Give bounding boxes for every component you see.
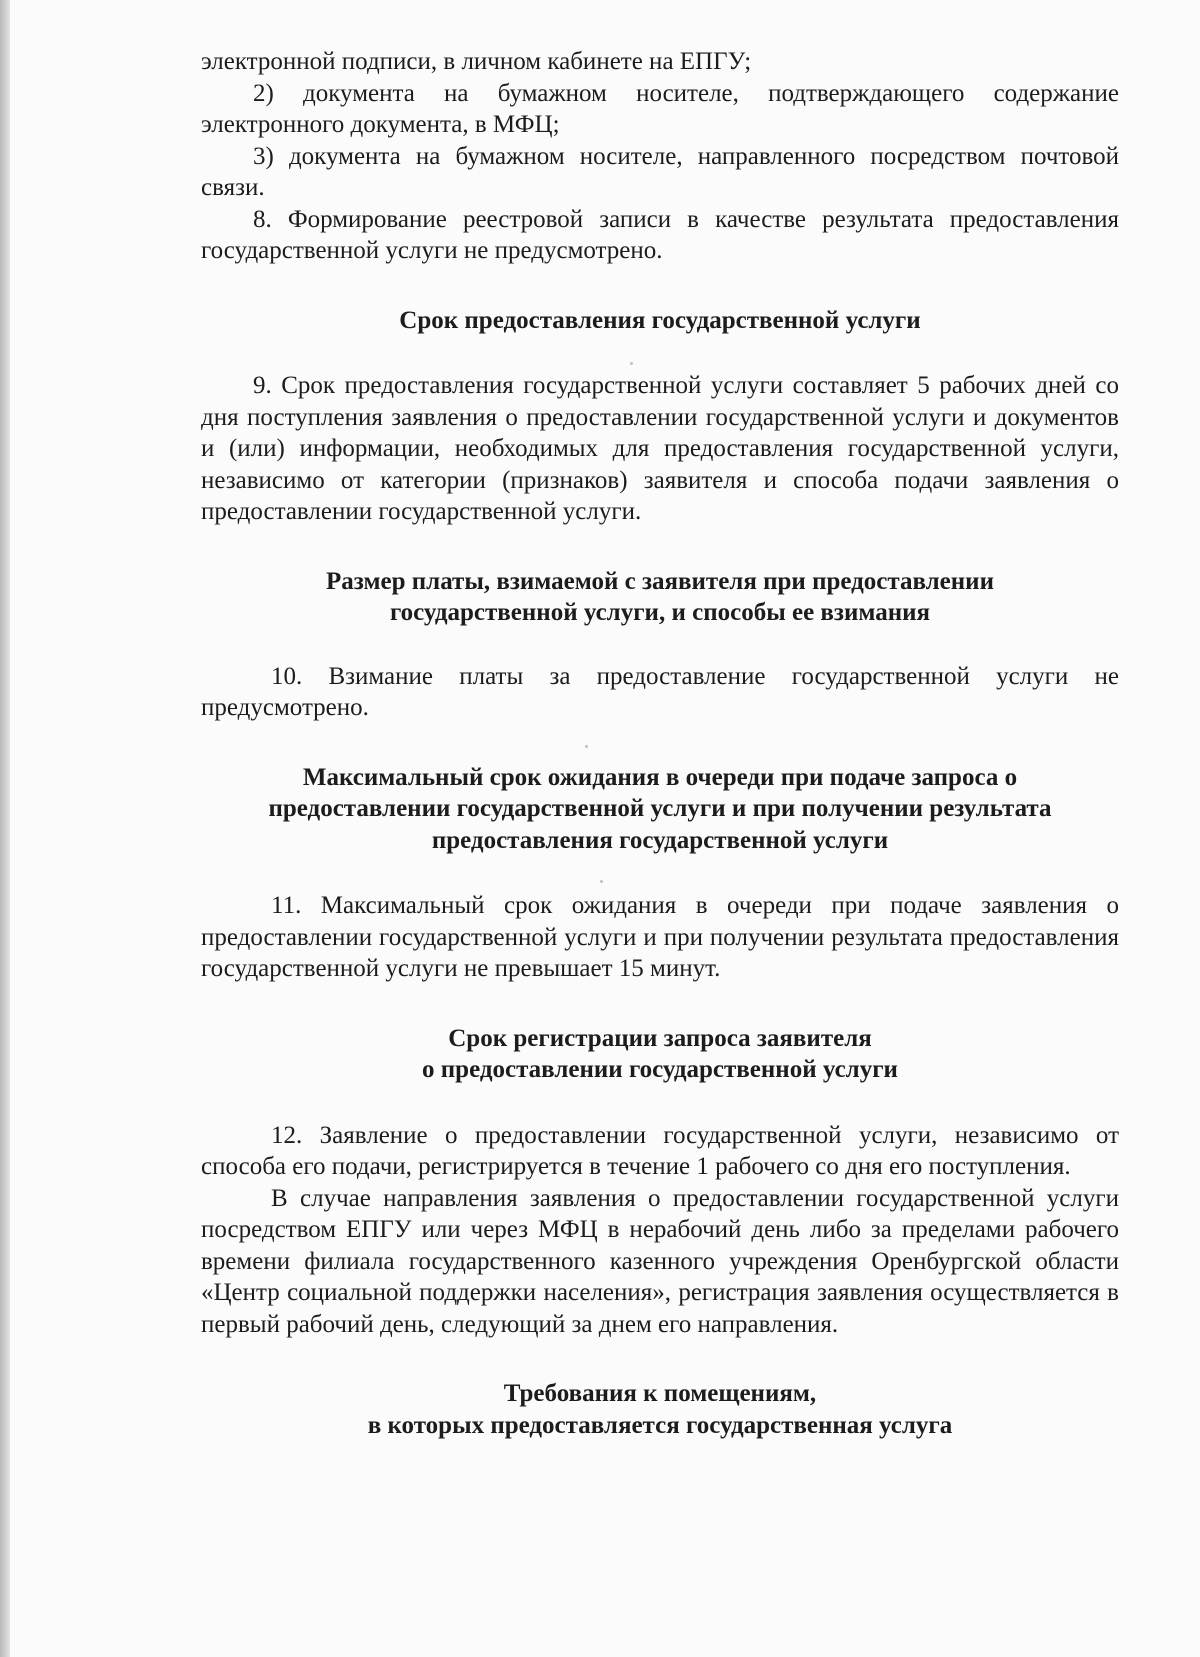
scan-speck — [600, 880, 603, 883]
heading-line: Срок регистрации запроса заявителя — [448, 1024, 872, 1052]
heading-line: предоставления государственной услуги — [431, 826, 889, 854]
paragraph-11: 11. Максимальный срок ожидания в очереди при подаче заявления о предоставлении государственной услуги и при получении результата предоставления государственной услуги не превышает 15 минут. — [201, 892, 1119, 982]
scan-edge — [0, 0, 10, 1657]
paragraph-12-continued: В случае направления заявления о предоставлении государственной услуги посредством ЕПГУ или через МФЦ в нерабочий день либо за пределами рабочего времени филиала государственного казенного учреждения Оренбургской области «Центр социальной поддержки населения», регистрация заявления осуществляется в первый рабочий день, следующий за днем его направления. — [201, 1184, 1119, 1338]
section-heading-term — [201, 305, 1119, 337]
scan-speck — [630, 362, 633, 365]
paragraph-continuation: электронной подписи, в личном кабинете на ЕПГУ; — [201, 48, 752, 75]
heading-line: Срок предоставления государственной услуги — [399, 306, 921, 334]
heading-line: Требования к помещениям, — [503, 1380, 817, 1407]
paragraph-9: 9. Срок предоставления государственной услуги составляет 5 рабочих дней со дня поступления заявления о предоставлении государственной услуги и документов и (или) информации, необходимых для предоставления государственной услуги, независимо от категории (признаков) заявителя и способа подачи заявления о предоставлении государственной услуги. — [201, 372, 1119, 525]
heading-line: предоставлении государственной услуги и при получении результата — [268, 795, 1052, 822]
paragraph-8: 8. Формирование реестровой записи в качестве результата предоставления государственной услуги не предусмотрено. — [201, 205, 1119, 264]
heading-line: государственной услуги, и способы ее взимания — [389, 599, 931, 626]
paragraph-item-2: 2) документа на бумажном носителе, подтверждающего содержание электронного документа, в МФЦ; — [201, 79, 1119, 138]
heading-line: Максимальный срок ожидания в очереди при подаче запроса о — [302, 763, 1018, 791]
section-heading-fee — [201, 566, 1119, 629]
document-page — [10, 0, 1200, 1657]
heading-line: в которых предоставляется государственная услуга — [367, 1411, 953, 1439]
heading-line: Размер платы, взимаемой с заявителя при предоставлении — [326, 567, 994, 595]
paragraph-10: 10. Взимание платы за предоставление государственной услуги не предусмотрено. — [201, 662, 1119, 721]
heading-line: о предоставлении государственной услуги — [422, 1056, 898, 1083]
section-heading-premises — [201, 1378, 1119, 1441]
paragraph-item-3: 3) документа на бумажном носителе, направленного посредством почтовой связи. — [201, 142, 1119, 201]
section-heading-registration — [201, 1023, 1119, 1086]
paragraph-12: 12. Заявление о предоставлении государственной услуги, независимо от способа его подачи, регистрируется в течение 1 рабочего со дня его поступления. — [201, 1121, 1119, 1180]
section-heading-queue — [201, 762, 1119, 857]
scan-speck — [585, 745, 588, 748]
document-body — [201, 46, 1119, 1441]
